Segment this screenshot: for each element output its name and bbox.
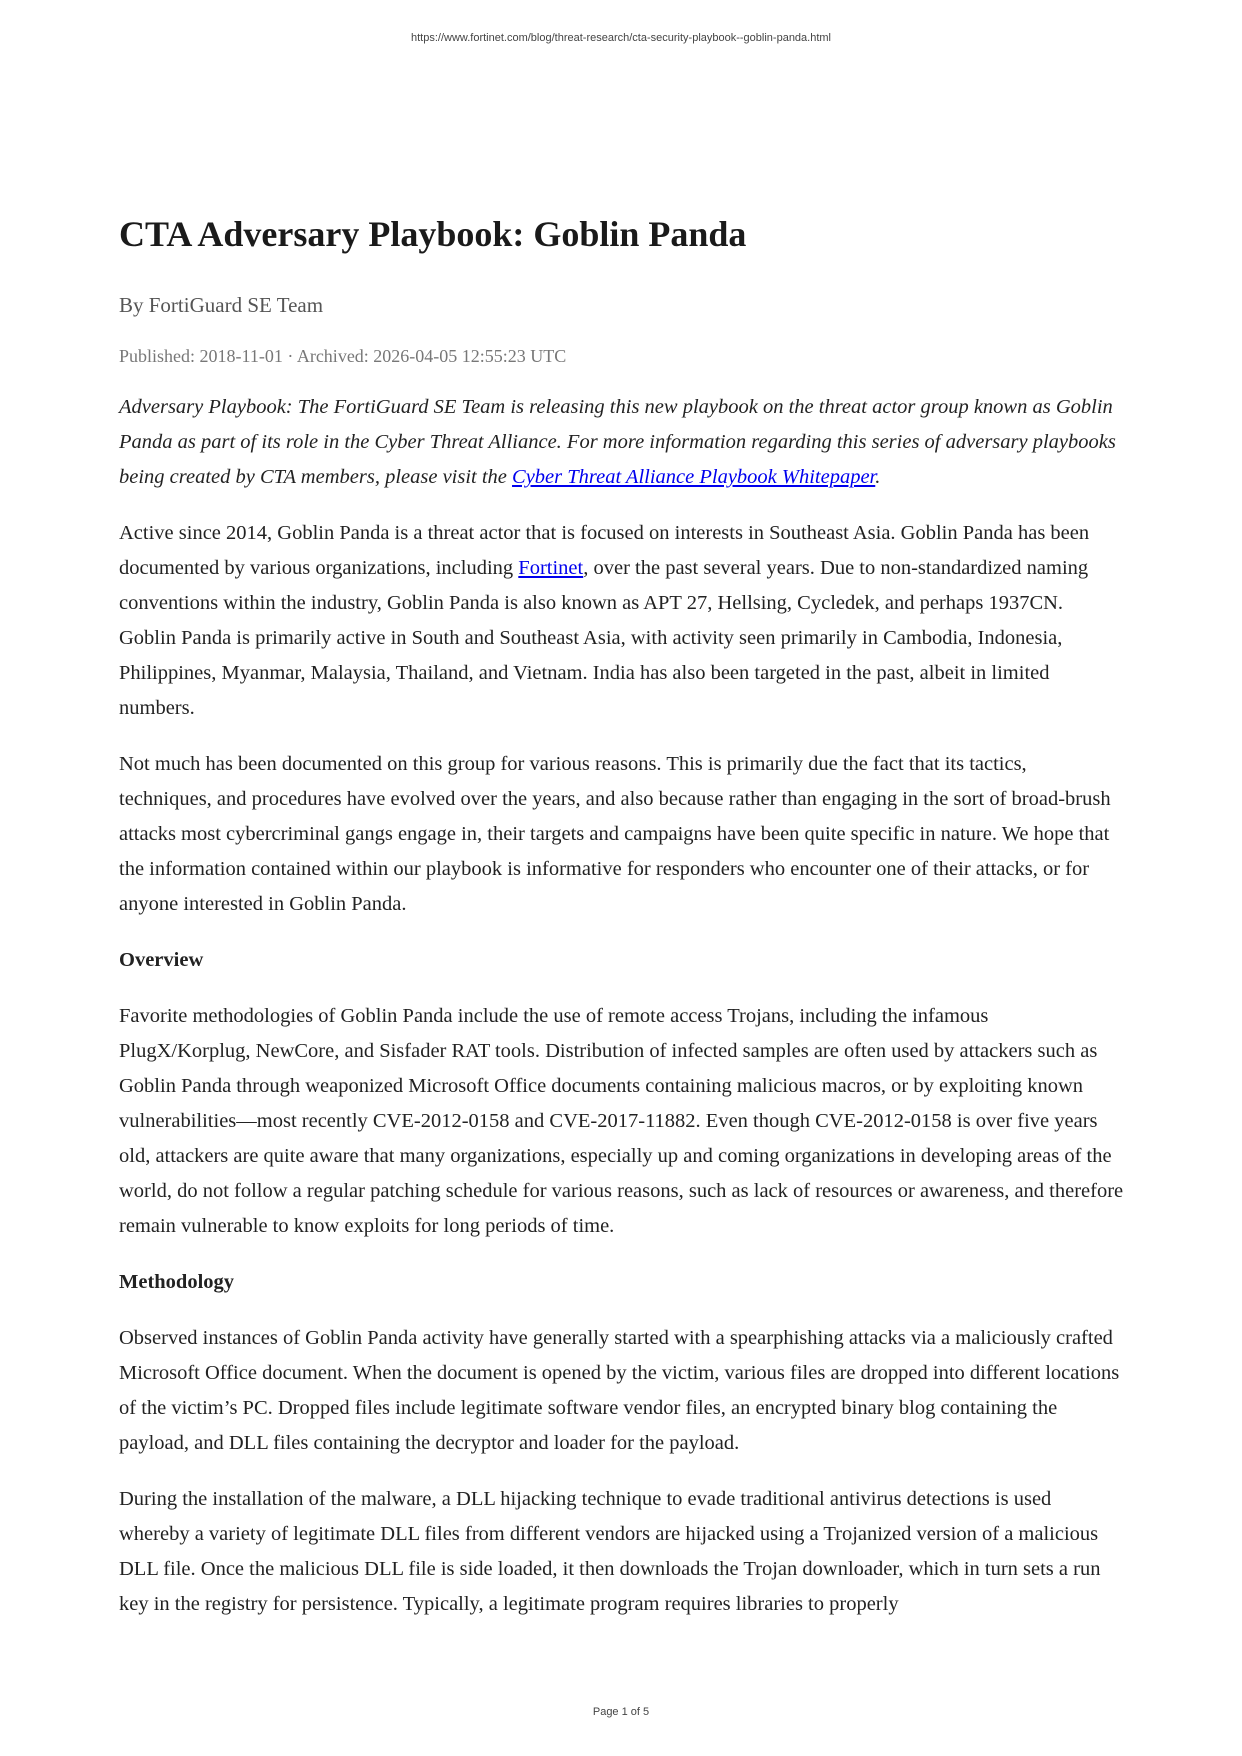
intro-end: . xyxy=(875,466,881,488)
intro-text: Adversary Playbook: The FortiGuard SE Team is releasing this new playbook on the threat actor group known as Goblin Panda as part of its role in the Cyber Threat Alliance. For more information regarding this series of adversary playbooks being created by CTA members, please visit the xyxy=(119,396,1116,488)
whitepaper-link[interactable]: Cyber Threat Alliance Playbook Whitepaper xyxy=(512,466,876,488)
publish-meta: Published: 2018-11-01 · Archived: 2026-04-05 12:55:23 UTC xyxy=(119,346,567,366)
article-title: CTA Adversary Playbook: Goblin Panda xyxy=(119,214,747,254)
heading-overview: Overview xyxy=(119,949,204,971)
paragraph-5: During the installation of the malware, a DLL hijacking technique to evade traditional antivirus detections is used whereby a variety of legitimate DLL files from different vendors are hijacked using a Trojanized version of a malicious DLL file. Once the malicious DLL file is side loaded, it then downloads the Trojan downloader, which in turn sets a run key in the registry for persistence. Typically, a legitimate program requires libraries to properly xyxy=(119,1488,1101,1615)
page-number: Page 1 of 5 xyxy=(592,1706,650,1718)
intro-paragraph xyxy=(119,390,1124,495)
paragraph-1 xyxy=(119,516,1124,726)
paragraph-3: Favorite methodologies of Goblin Panda include the use of remote access Trojans, including the infamous PlugX/Korplug, NewCore, and Sisfader RAT tools. Distribution of infected samples are often used by attackers such as Goblin Panda through weaponized Microsoft Office documents containing malicious macros, or by exploiting known vulnerabilities—most recently CVE-2012-0158 and CVE-2017-11882. Even though CVE-2012-0158 is over five years old, attackers are quite aware that many organizations, especially up and coming organizations in developing areas of the world, do not follow a regular patching schedule for various reasons, such as lack of resources or awareness, and therefore remain vulnerable to know exploits for long periods of time. xyxy=(119,1005,1124,1237)
heading-methodology: Methodology xyxy=(119,1271,235,1293)
page-url: https://www.fortinet.com/blog/threat-research/cta-security-playbook--goblin-panda.html xyxy=(410,32,832,44)
p1-after: , over the past several years. Due to non-standardized naming conventions within the industry, Goblin Panda is also known as APT 27, Hellsing, Cycledek, and perhaps 1937CN. Goblin Panda is primarily active in South and Southeast Asia, with activity seen primarily in Cambodia, Indonesia, Philippines, Myanmar, Malaysia, Thailand, and Vietnam. India has also been targeted in the past, albeit in limited numbers. xyxy=(119,557,1089,719)
paragraph-2: Not much has been documented on this group for various reasons. This is primarily due the fact that its tactics, techniques, and procedures have evolved over the years, and also because rather than engaging in the sort of broad-brush attacks most cybercriminal gangs engage in, their targets and campaigns have been quite specific in nature. We hope that the information contained within our playbook is informative for responders who encounter one of their attacks, or for anyone interested in Goblin Panda. xyxy=(119,753,1111,915)
fortinet-link[interactable]: Fortinet xyxy=(518,557,584,579)
paragraph-4: Observed instances of Goblin Panda activity have generally started with a spearphishing attacks via a maliciously crafted Microsoft Office document. When the document is opened by the victim, various files are dropped into different locations of the victim’s PC. Dropped files include legitimate software vendor files, an encrypted binary blog containing the payload, and DLL files containing the decryptor and loader for the payload. xyxy=(119,1327,1120,1454)
p1-before: Active since 2014, Goblin Panda is a threat actor that is focused on interests in Southeast Asia. Goblin Panda has been documented by various organizations, including xyxy=(119,522,1090,579)
byline: By FortiGuard SE Team xyxy=(119,293,324,317)
article xyxy=(119,212,1124,1643)
